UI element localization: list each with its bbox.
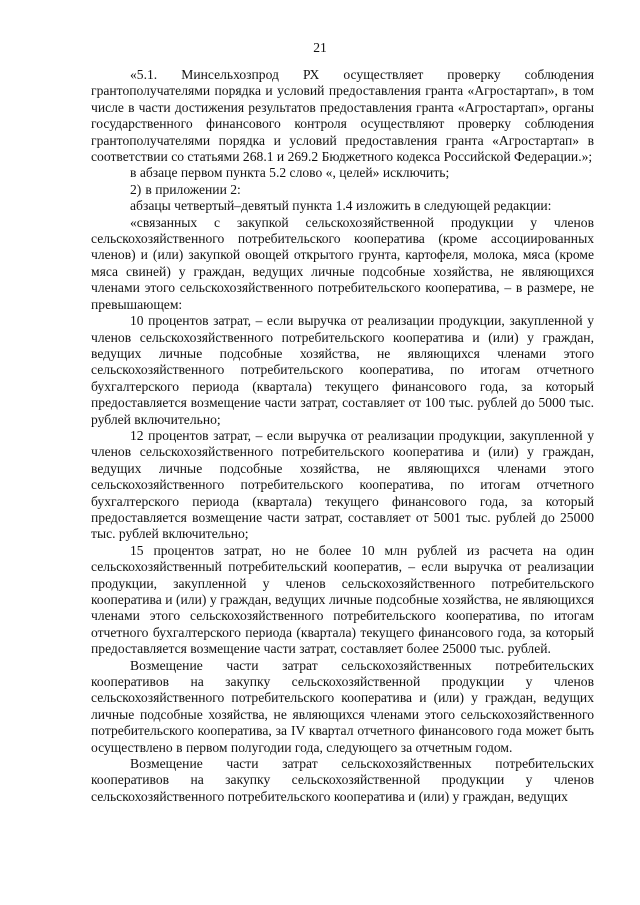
paragraph-compensation-q4: Возмещение части затрат сельскохозяйственных потребительских кооперативов на закупку сельскохозяйственной продукции у членов сельскохозяйственного потребительского кооператива и (или) у граждан, ведущих личные подсобные хозяйства, не являющихся членами этого сельскохозяйственного потребительского кооператива, за IV квартал отчетного финансового года может быть осуществлено в первом полугодии года, следующего за отчетным годом. <box>91 657 594 755</box>
paragraph-amend-1-4: абзацы четвертый–девятый пункта 1.4 изложить в следующей редакции: <box>130 198 552 214</box>
page-number: 21 <box>313 40 327 55</box>
paragraph-compensation-continued: Возмещение части затрат сельскохозяйственных потребительских кооперативов на закупку сельскохозяйственной продукции у членов сельскохозяйственного потребительского кооператива и (или) у граждан, ведущих <box>91 756 594 804</box>
paragraph-10-percent: 10 процентов затрат, – если выручка от реализации продукции, закупленной у членов сельскохозяйственного потребительского кооператива и (или) у граждан, ведущих личные подсобные хозяйства, не являющихся членами этого сельскохозяйственного потребительского кооператива, по итогам отчетного бухгалтерского периода (квартала) текущего финансового года, за который предоставляется возмещение части затрат, составляет от 100 тыс. рублей до 5000 тыс. рублей включительно; <box>91 313 594 427</box>
paragraph-quote-intro: «связанных с закупкой сельскохозяйственной продукции у членов сельскохозяйственного потребительского кооператива (кроме ассоциированных членов) и (или) закупкой овощей открытого грунта, картофеля, молока, мяса (кроме мяса свиней) у граждан, ведущих личные подсобные хозяйства, не являющихся членами этого сельскохозяйственного потребительского кооператива, – в размере, не превышающем: <box>91 214 594 312</box>
paragraph-item-2: 2) в приложении 2: <box>130 181 241 197</box>
document-body <box>91 67 594 805</box>
paragraph-15-percent: 15 процентов затрат, но не более 10 млн рублей из расчета на один сельскохозяйственный потребительский кооператив, – если выручка от реализации продукции, закупленной у членов сельскохозяйственного потребительского кооператива и (или) у граждан, ведущих личные подсобные хозяйства, не являющихся членами этого сельскохозяйственного потребительского кооператива, по итогам отчетного бухгалтерского периода (квартала) текущего финансового года, за который предоставляется возмещение части затрат, составляет более 25000 тыс. рублей. <box>91 542 594 657</box>
paragraph-5-1: «5.1. Минсельхозпрод РХ осуществляет проверку соблюдения грантополучателями порядка и условий предоставления гранта «Агростартап», в том числе в части достижения результатов предоставления гранта «Агростартап», органы государственного финансового контроля осуществляют проверку соблюдения грантополучателями порядка и условий предоставления гранта «Агростартап» в соответствии со статьями 268.1 и 269.2 Бюджетного кодекса Российской Федерации.»; <box>91 67 594 165</box>
paragraph-12-percent: 12 процентов затрат, – если выручка от реализации продукции, закупленной у членов сельскохозяйственного потребительского кооператива и (или) у граждан, ведущих личные подсобные хозяйства, не являющихся членами этого сельскохозяйственного потребительского кооператива, по итогам отчетного бухгалтерского периода (квартала) текущего финансового года, за который предоставляется возмещение части затрат, составляет от 5001 тыс. рублей до 25000 тыс. рублей включительно; <box>91 427 594 542</box>
paragraph-amend-5-2: в абзаце первом пункта 5.2 слово «, целей» исключить; <box>130 165 450 181</box>
